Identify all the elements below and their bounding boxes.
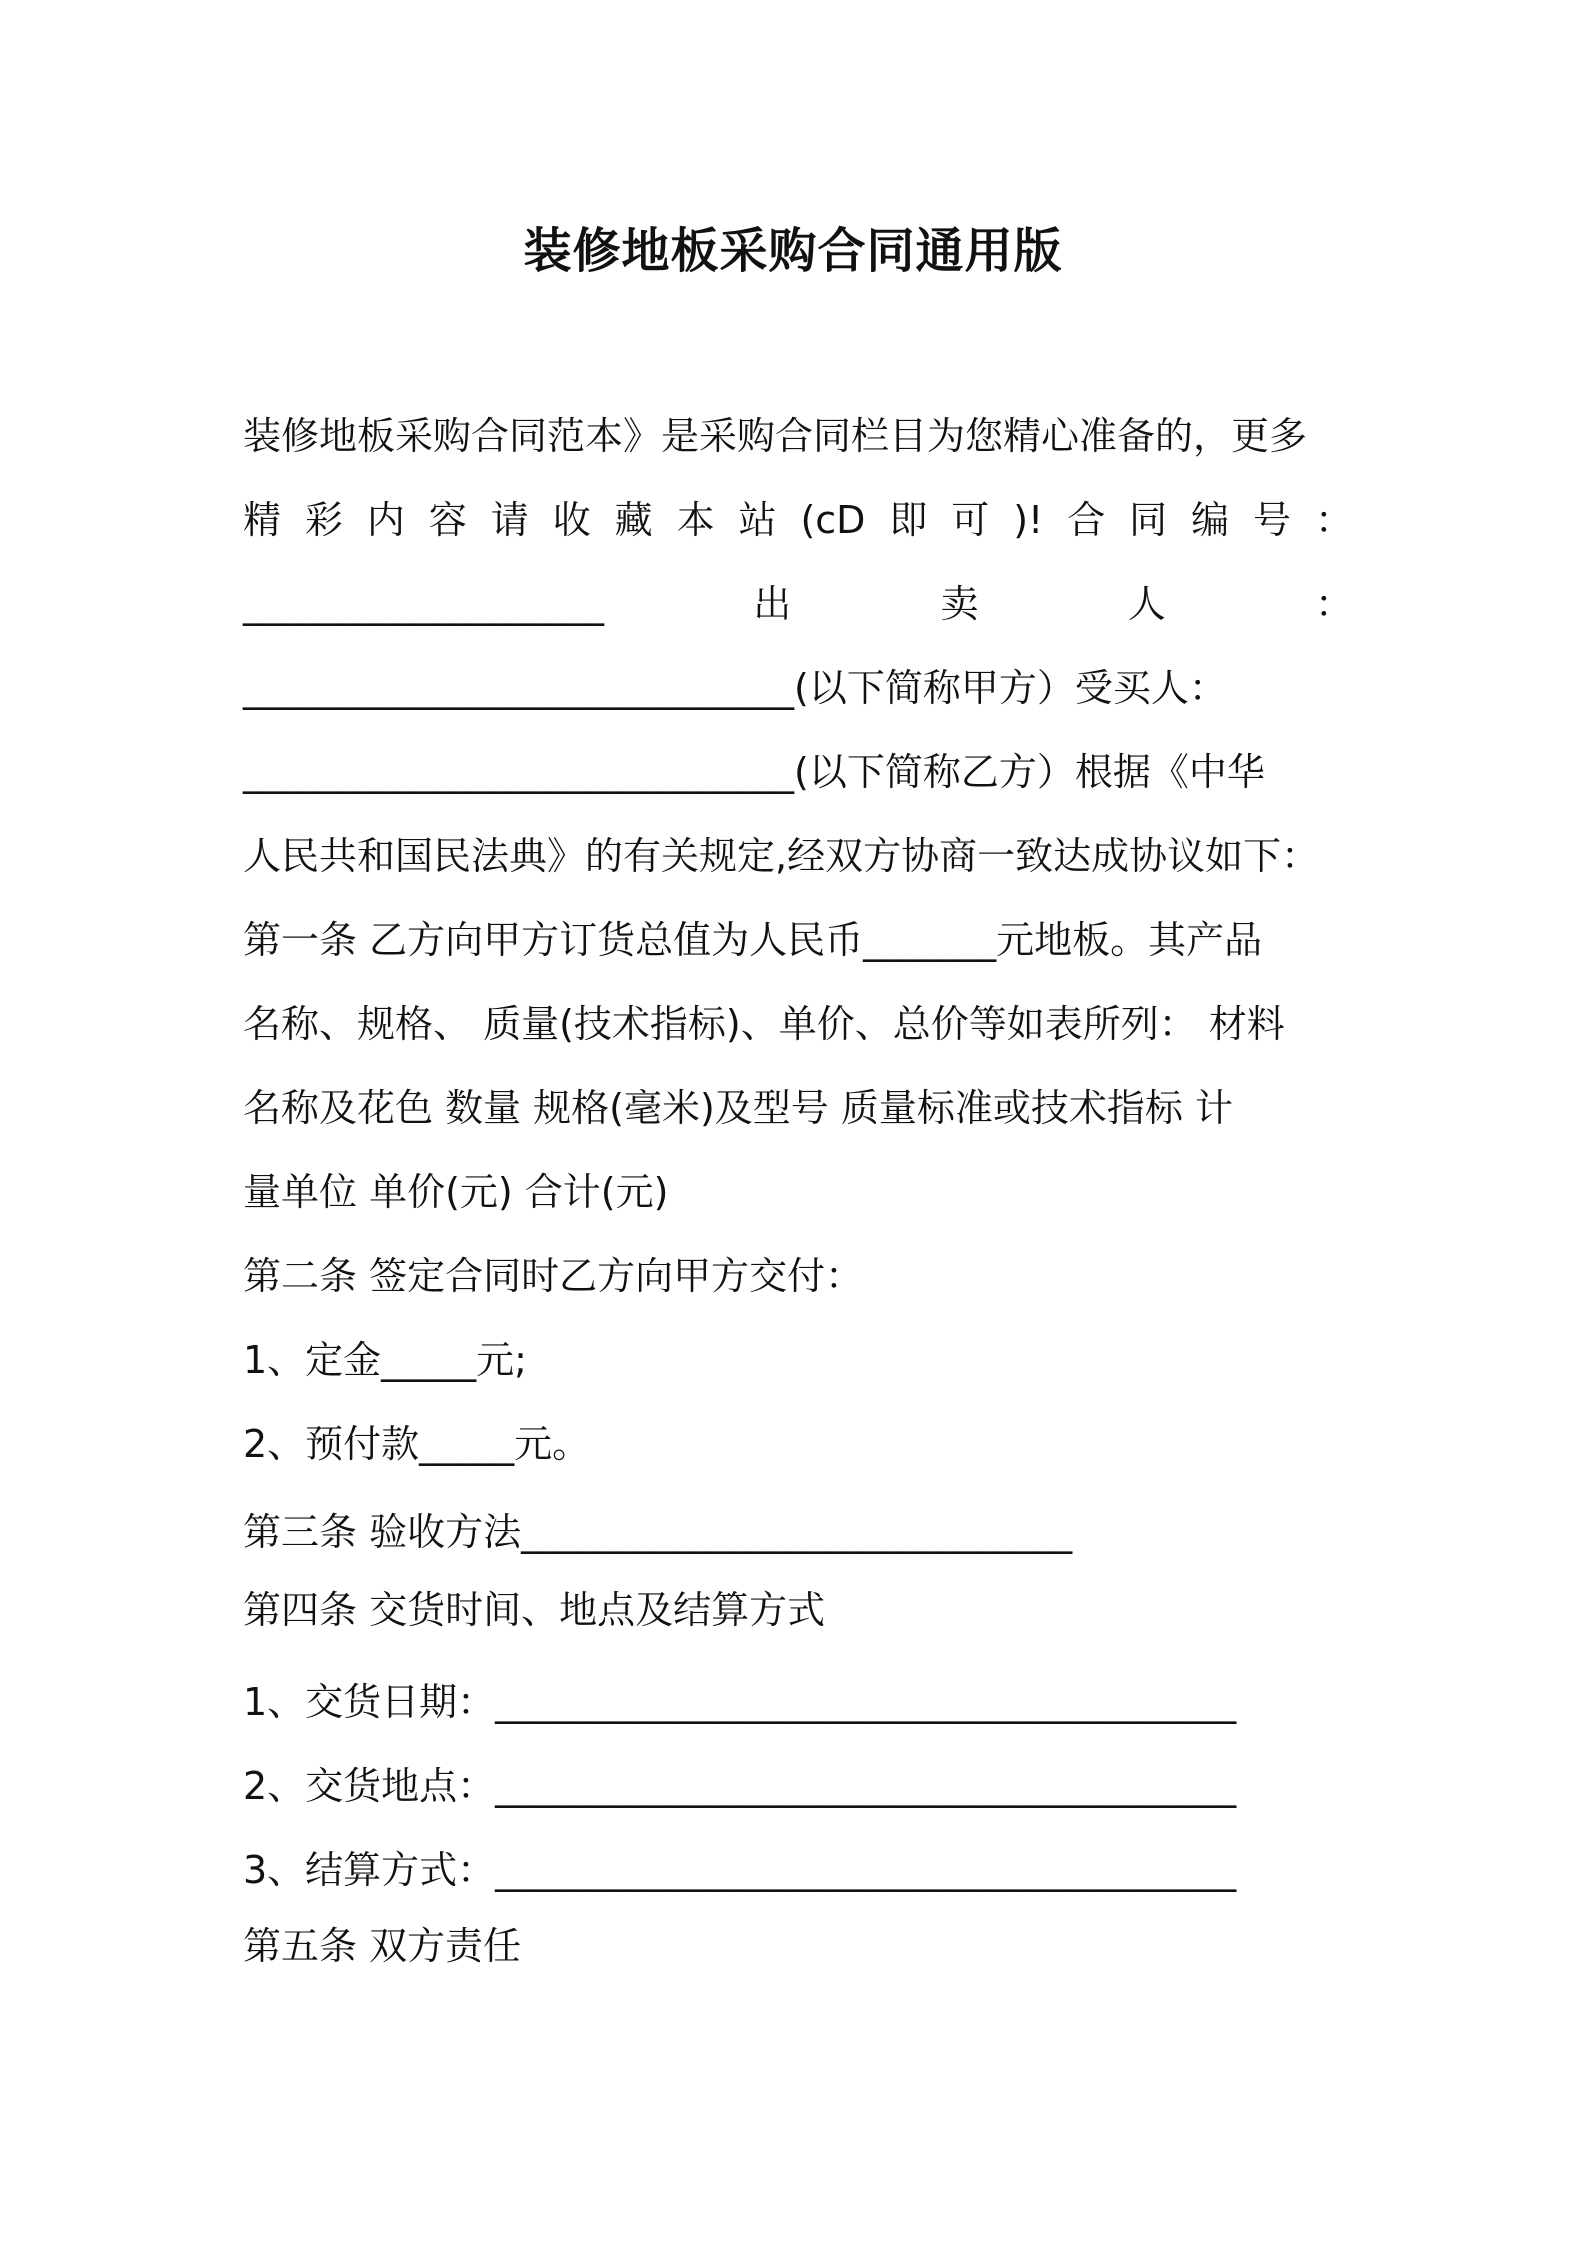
intro-line-2-char: 藏 <box>614 498 653 542</box>
intro-line-2-char: ： <box>1314 498 1353 542</box>
seller-label-char: 卖 <box>940 582 979 626</box>
intro-line-2-char: 同 <box>1129 498 1168 542</box>
article-3-heading: 第三条 验收方法_____________________________ <box>243 1510 1073 1554</box>
intro-line-5: _____________________________(以下简称乙方）根据《中华 <box>243 750 1265 794</box>
article-4-heading: 第四条 交货时间、地点及结算方式 <box>243 1588 826 1632</box>
intro-line-2-char: 精 <box>243 498 282 542</box>
article-1-line-4: 量单位 单价(元) 合计(元) <box>243 1170 669 1214</box>
intro-line-2-char: 请 <box>490 498 529 542</box>
article-4-item-2: 2、交货地点：_______________________________________ <box>243 1764 1237 1808</box>
intro-line-1: 装修地板采购合同范本》是采购合同栏目为您精心准备的，更多 <box>243 414 1308 458</box>
intro-line-2-char: 收 <box>552 498 591 542</box>
article-4-item-3: 3、结算方式：_______________________________________ <box>243 1848 1237 1892</box>
article-5-heading: 第五条 双方责任 <box>243 1924 522 1968</box>
intro-line-2-char: 可 <box>951 498 990 542</box>
seller-label-char: 人 <box>1127 582 1166 626</box>
intro-line-2-char: 本 <box>676 498 715 542</box>
intro-line-3 <box>243 578 1353 630</box>
seller-label-colon: ： <box>1314 582 1353 626</box>
article-2-item-2: 2、预付款_____元。 <box>243 1422 591 1466</box>
intro-line-2-char: 号 <box>1253 498 1292 542</box>
seller-blank: ___________________ <box>243 582 604 626</box>
seller-label-char: 出 <box>753 582 792 626</box>
intro-line-2-char: )! <box>1013 498 1044 542</box>
intro-line-2-char: 彩 <box>304 498 343 542</box>
intro-line-4: _____________________________(以下简称甲方）受买人： <box>243 666 1227 710</box>
intro-line-2 <box>243 494 1353 546</box>
article-4-item-1: 1、交货日期：_______________________________________ <box>243 1680 1237 1724</box>
intro-line-2-char: 合 <box>1067 498 1106 542</box>
document-title: 装修地板采购合同通用版 <box>523 223 1063 279</box>
article-2-heading: 第二条 签定合同时乙方向甲方交付： <box>243 1254 864 1298</box>
intro-line-2-char: 即 <box>889 498 928 542</box>
article-1-line-2: 名称、规格、 质量(技术指标)、单价、总价等如表所列： 材料 <box>243 1002 1285 1046</box>
article-2-item-1: 1、定金_____元; <box>243 1338 527 1382</box>
intro-line-2-char: 编 <box>1191 498 1230 542</box>
intro-line-2-char: 内 <box>366 498 405 542</box>
intro-line-2-char: 站 <box>738 498 777 542</box>
article-1-line-1: 第一条 乙方向甲方订货总值为人民币_______元地板。其产品 <box>243 918 1263 962</box>
intro-line-2-char: 容 <box>428 498 467 542</box>
article-1-line-3: 名称及花色 数量 规格(毫米)及型号 质量标准或技术指标 计 <box>243 1086 1233 1130</box>
intro-line-6: 人民共和国民法典》的有关规定,经双方协商一致达成协议如下： <box>243 834 1320 878</box>
intro-line-2-char: (cD <box>800 498 866 542</box>
